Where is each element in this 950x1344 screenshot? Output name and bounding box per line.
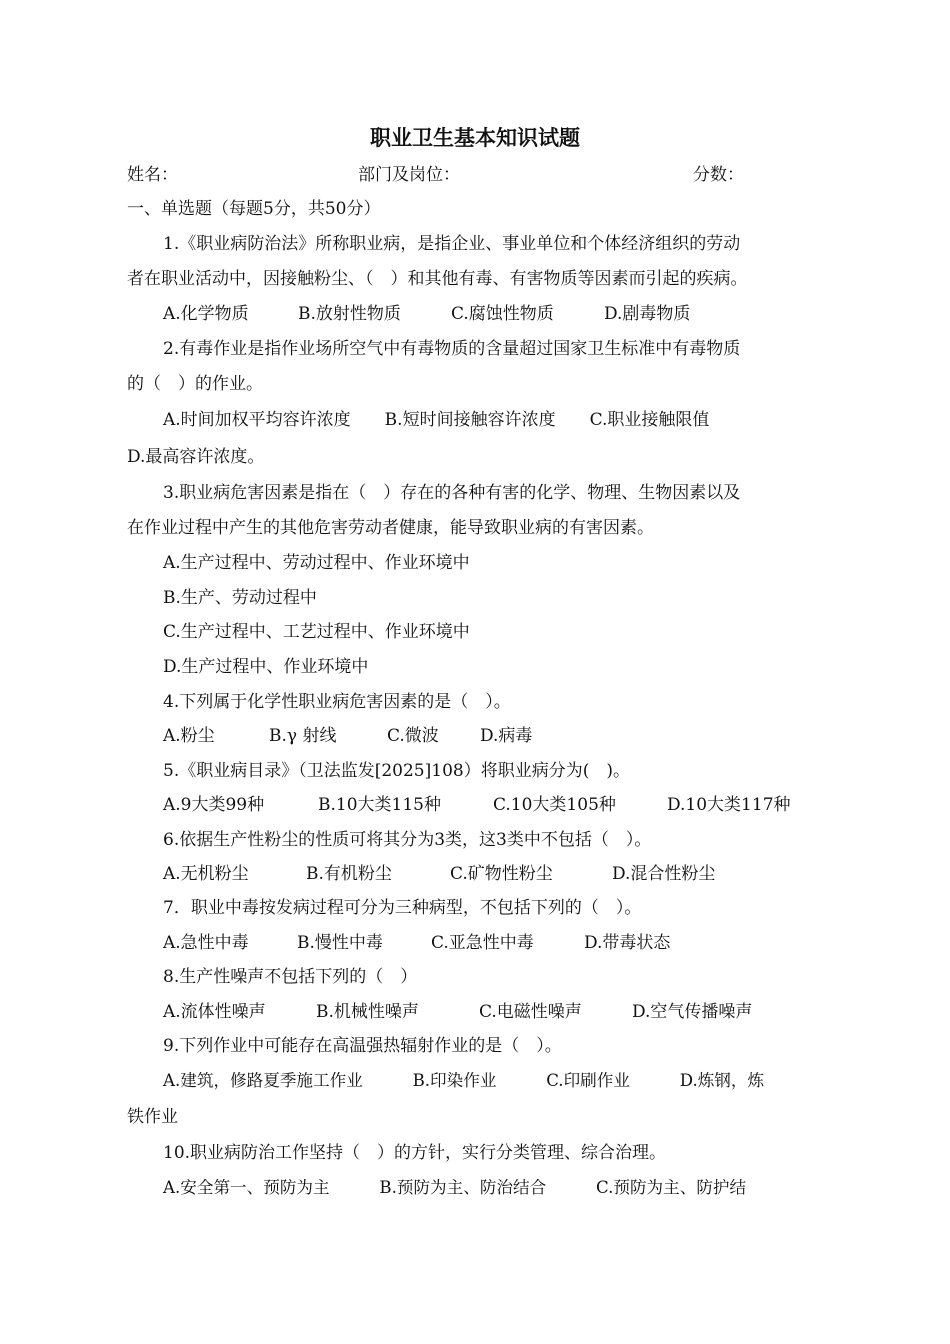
q3-option-d: D.生产过程中、作业环境中 xyxy=(163,657,369,677)
q2-line1: 2.有毒作业是指作业场所空气中有毒物质的含量超过国家卫生标准中有毒物质 xyxy=(163,339,741,359)
q3-option-b: B.生产、劳动过程中 xyxy=(163,588,317,608)
q4-option-d: D.病毒 xyxy=(480,726,533,746)
q6-option-c: C.矿物性粉尘 xyxy=(450,864,553,884)
q5-line1: 5.《职业病目录》（卫法监发[2025]108）将职业病分为( )。 xyxy=(163,761,630,781)
q4-option-c: C.微波 xyxy=(387,726,439,746)
section-heading: 一、单选题（每题5分，共50分） xyxy=(127,199,381,219)
q6-option-b: B.有机粉尘 xyxy=(306,864,392,884)
q1-option-d: D.剧毒物质 xyxy=(604,304,691,324)
q7-option-b: B.慢性中毒 xyxy=(297,933,383,953)
q1-line2: 者在职业活动中，因接触粉尘、（ ）和其他有毒、有害物质等因素而引起的疾病。 xyxy=(127,269,748,289)
q6-option-a: A.无机粉尘 xyxy=(163,864,249,884)
q10-options-line1: A.安全第一、预防为主 B.预防为主、防治结合 C.预防为主、防护结 xyxy=(163,1178,747,1197)
q1-option-a: A.化学物质 xyxy=(163,304,249,324)
q6-options xyxy=(163,862,827,886)
q8-option-a: A.流体性噪声 xyxy=(163,1002,266,1022)
score-label: 分数： xyxy=(693,165,744,185)
q8-option-c: C.电磁性噪声 xyxy=(479,1002,582,1022)
q5-option-d: D.10大类117种 xyxy=(667,795,791,815)
q1-options xyxy=(163,302,827,326)
q10-line1: 10.职业病防治工作坚持（ ）的方针，实行分类管理、综合治理。 xyxy=(163,1143,667,1163)
q8-option-d: D.空气传播噪声 xyxy=(632,1002,753,1022)
q9-options-line1: A.建筑，修路夏季施工作业 B.印染作业 C.印刷作业 D.炼钢，炼 xyxy=(163,1071,765,1090)
q7-option-a: A.急性中毒 xyxy=(163,933,249,953)
q7-option-c: C.亚急性中毒 xyxy=(431,933,534,953)
q1-option-b: B.放射性物质 xyxy=(298,304,401,324)
q4-option-b: B.γ 射线 xyxy=(269,726,337,746)
name-label: 姓名： xyxy=(127,165,178,185)
q4-options xyxy=(163,724,827,748)
q3-line1: 3.职业病危害因素是指在（ ）存在的各种有害的化学、物理、生物因素以及 xyxy=(163,483,741,503)
q7-option-d: D.带毒状态 xyxy=(584,933,671,953)
q6-option-d: D.混合性粉尘 xyxy=(612,864,716,884)
q5-option-c: C.10大类105种 xyxy=(493,795,616,815)
q5-options xyxy=(163,793,827,817)
q8-options xyxy=(163,1000,827,1024)
q1-option-c: C.腐蚀性物质 xyxy=(451,304,554,324)
q3-option-a: A.生产过程中、劳动过程中、作业环境中 xyxy=(163,553,470,573)
q5-option-a: A.9大类99种 xyxy=(163,795,265,815)
q2-line2: 的（ ）的作业。 xyxy=(127,374,263,394)
q4-option-a: A.粉尘 xyxy=(163,726,215,746)
q5-option-b: B.10大类115种 xyxy=(318,795,441,815)
q6-line1: 6.依据生产性粉尘的性质可将其分为3类，这3类中不包括（ ）。 xyxy=(163,830,652,850)
q9-line1: 9.下列作业中可能存在高温强热辐射作业的是（ ）。 xyxy=(163,1036,562,1056)
document-title: 职业卫生基本知识试题 xyxy=(370,126,580,150)
q7-line1: 7．职业中毒按发病过程可分为三种病型，不包括下列的（ ）。 xyxy=(163,898,642,918)
q2-options-line1: A.时间加权平均容许浓度 B.短时间接触容许浓度 C.职业接触限值 xyxy=(163,410,710,430)
q8-option-b: B.机械性噪声 xyxy=(316,1002,419,1022)
dept-label: 部门及岗位： xyxy=(358,165,460,185)
q4-line1: 4.下列属于化学性职业病危害因素的是（ ）。 xyxy=(163,692,511,712)
q3-line2: 在作业过程中产生的其他危害劳动者健康，能导致职业病的有害因素。 xyxy=(127,518,654,538)
q9-options-line2: 铁作业 xyxy=(127,1107,178,1127)
q3-option-c: C.生产过程中、工艺过程中、作业环境中 xyxy=(163,622,470,642)
q1-line1: 1.《职业病防治法》所称职业病，是指企业、事业单位和个体经济组织的劳动 xyxy=(163,234,741,254)
q2-options-line2: D.最高容许浓度。 xyxy=(127,447,265,467)
q8-line1: 8.生产性噪声不包括下列的（ ） xyxy=(163,967,418,987)
q7-options xyxy=(163,931,827,955)
